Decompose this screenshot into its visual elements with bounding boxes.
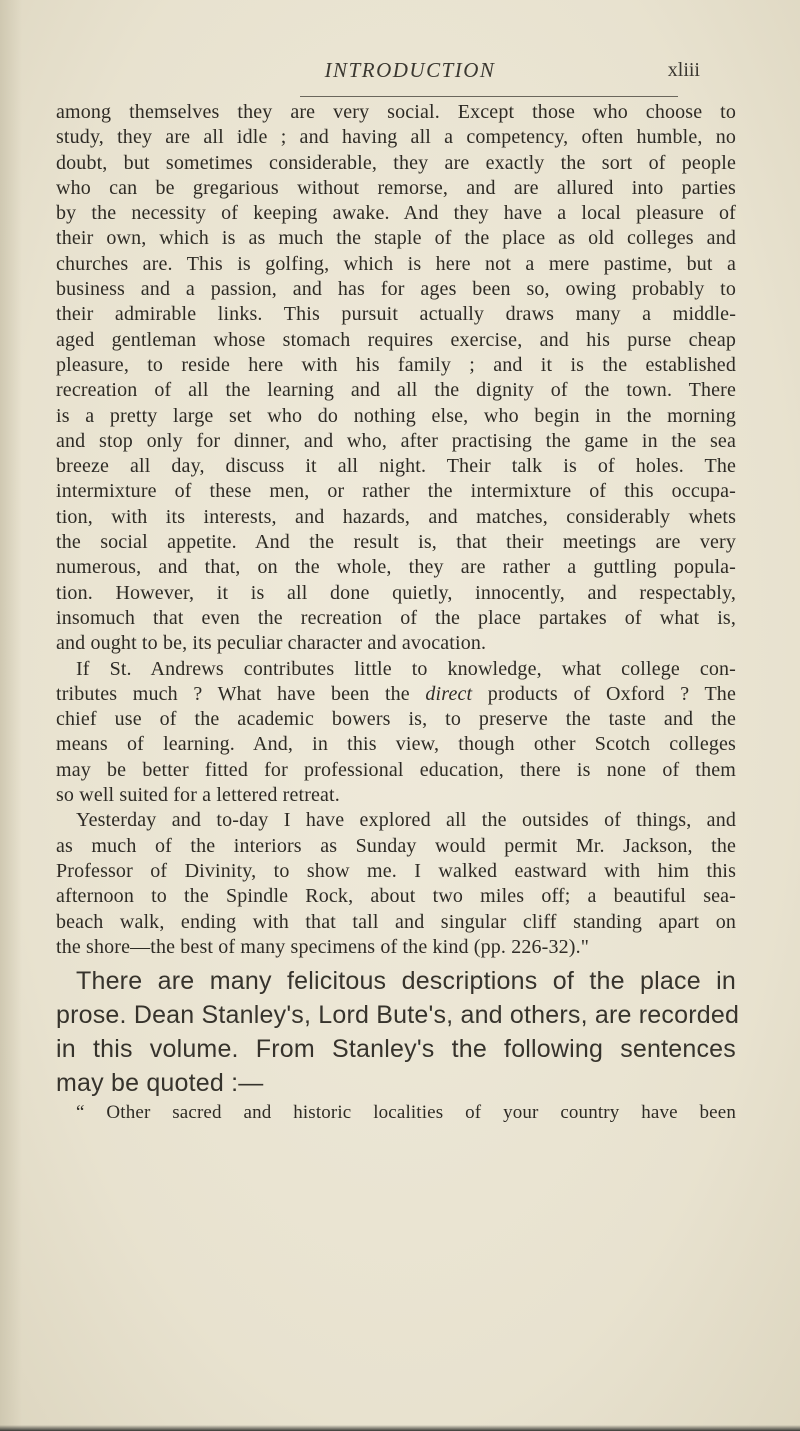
text-line: tion. However, it is all done quietly, innocently, and respectably, bbox=[56, 581, 736, 604]
text-line: pleasure, to reside here with his family ; and it is the established bbox=[56, 353, 736, 376]
page-bottom-edge bbox=[0, 1425, 800, 1431]
body-text bbox=[56, 100, 740, 1125]
text-line: in this volume. From Stanley's the following sentences bbox=[56, 1035, 736, 1064]
text-line: numerous, and that, on the whole, they are rather a guttling popula- bbox=[56, 556, 736, 579]
text-line: Yesterday and to-day I have explored all the outsides of things, and bbox=[76, 809, 736, 832]
italic-text: direct bbox=[425, 682, 473, 705]
text-line: as much of the interiors as Sunday would permit Mr. Jackson, the bbox=[56, 834, 736, 857]
text-line: the social appetite. And the result is, that their meetings are very bbox=[56, 531, 736, 554]
text-line: insomuch that even the recreation of the place partakes of what is, bbox=[56, 606, 736, 629]
page-number: xliii bbox=[667, 59, 700, 81]
text-line: by the necessity of keeping awake. And they have a local pleasure of bbox=[56, 202, 736, 225]
text-line: churches are. This is golfing, which is here not a mere pastime, but a bbox=[56, 252, 736, 275]
text-line: tion, with its interests, and hazards, and matches, considerably whets bbox=[56, 505, 736, 528]
text-line: recreation of all the learning and all the dignity of the town. There bbox=[56, 379, 736, 402]
text-run: tributes much ? What have been the bbox=[56, 682, 426, 705]
text-line: chief use of the academic bowers is, to preserve the taste and the bbox=[56, 708, 736, 731]
text-line: There are many felicitous descriptions of the place in bbox=[76, 967, 736, 996]
text-line: their admirable links. This pursuit actually draws many a middle- bbox=[56, 303, 736, 326]
text-line: breeze all day, discuss it all night. Their talk is of holes. The bbox=[56, 455, 736, 478]
text-line: doubt, but sometimes considerable, they are exactly the sort of people bbox=[56, 151, 736, 174]
text-line: beach walk, ending with that tall and singular cliff standing apart on bbox=[56, 910, 736, 933]
text-line: intermixture of these men, or rather the intermixture of this occupa- bbox=[56, 480, 736, 503]
quoted-passage bbox=[56, 1100, 736, 1125]
text-line: so well suited for a lettered retreat. bbox=[56, 784, 340, 807]
text-line: business and a passion, and has for ages been so, owing probably to bbox=[56, 278, 736, 301]
text-line: among themselves they are very social. Except those who choose to bbox=[56, 101, 736, 123]
paragraph-4 bbox=[56, 964, 740, 1100]
text-line: means of learning. And, in this view, though other Scotch colleges bbox=[56, 733, 736, 756]
text-line: is a pretty large set who do nothing else, who begin in the morning bbox=[56, 404, 736, 427]
text-line: “ Other sacred and historic localities of your country have been bbox=[76, 1102, 736, 1124]
paragraph-1 bbox=[56, 100, 736, 657]
text-line: may be better fitted for professional education, there is none of them bbox=[56, 758, 736, 781]
text-line: Professor of Divinity, to show me. I walked eastward with him this bbox=[56, 859, 736, 882]
header-rule bbox=[300, 96, 678, 97]
paragraph-2 bbox=[56, 657, 736, 809]
text-line: and stop only for dinner, and who, after practising the game in the sea bbox=[56, 429, 736, 452]
page-header bbox=[130, 58, 700, 88]
text-line: prose. Dean Stanley's, Lord Bute's, and others, are recorded bbox=[56, 1001, 740, 1030]
text-line: aged gentleman whose stomach requires exercise, and his purse cheap bbox=[56, 328, 736, 351]
page-gutter-shadow bbox=[0, 0, 22, 1431]
text-line: afternoon to the Spindle Rock, about two miles off; a beautiful sea- bbox=[56, 885, 736, 908]
text-line: and ought to be, its peculiar character and avocation. bbox=[56, 632, 487, 655]
running-head: INTRODUCTION bbox=[324, 58, 496, 82]
text-line: If St. Andrews contributes little to knowledge, what college con- bbox=[76, 657, 736, 680]
text-line: the shore—the best of many specimens of the kind (pp. 226-32)." bbox=[56, 935, 590, 958]
text-line: study, they are all idle ; and having all a competency, often humble, no bbox=[56, 126, 736, 149]
text-line bbox=[56, 682, 736, 707]
paragraph-3 bbox=[56, 808, 736, 960]
text-line: their own, which is as much the staple of the place as old colleges and bbox=[56, 227, 736, 250]
text-line: who can be gregarious without remorse, and are allured into parties bbox=[56, 176, 736, 199]
text-line: may be quoted :— bbox=[56, 1069, 264, 1098]
text-run: products of Oxford ? The bbox=[472, 682, 736, 705]
